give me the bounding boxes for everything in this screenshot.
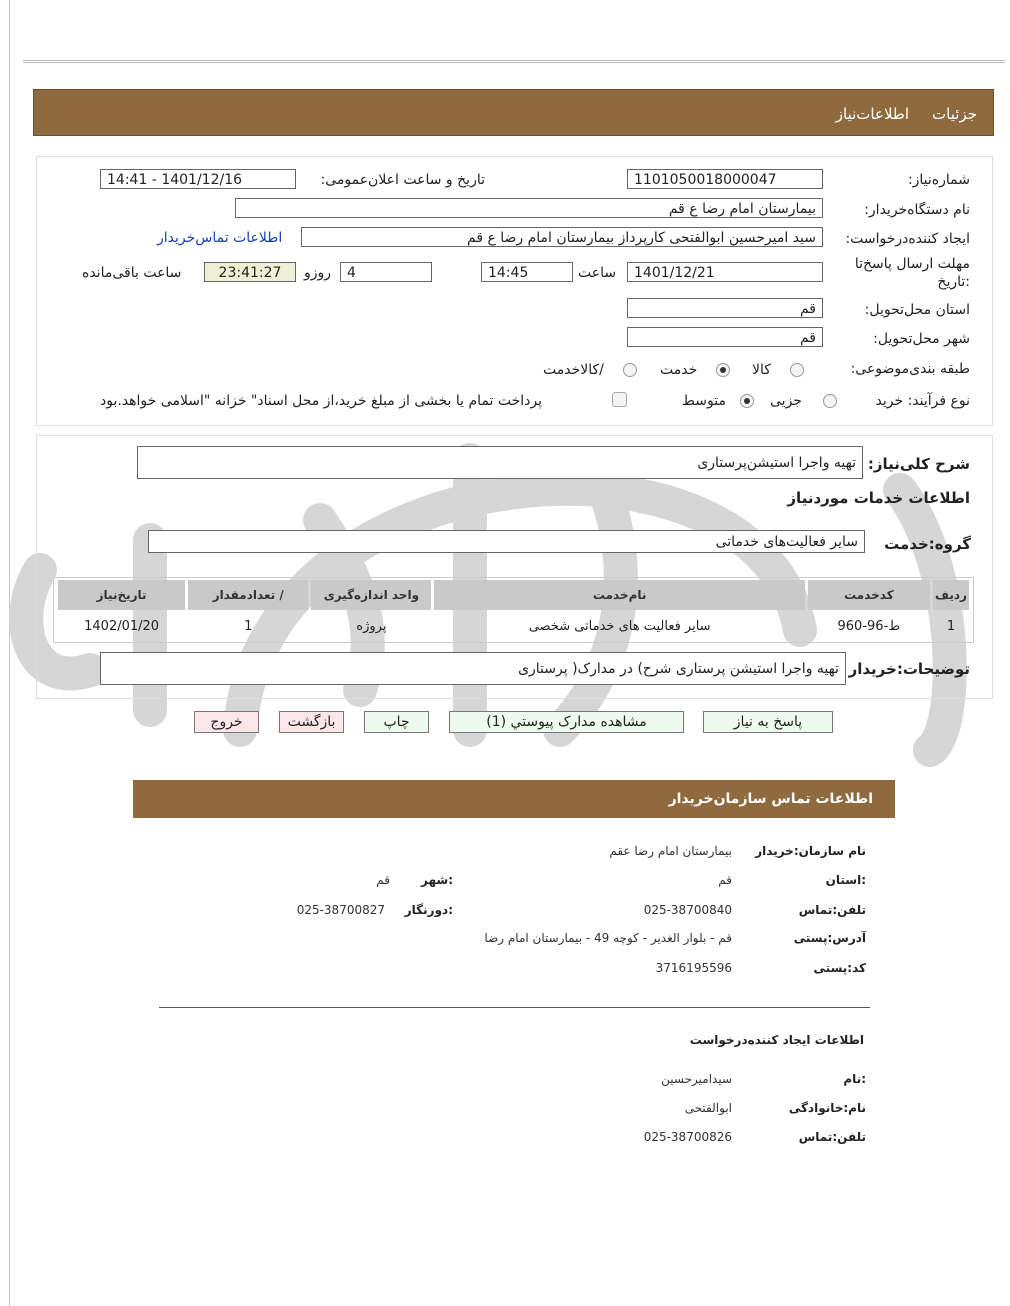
cell-unit: پروژه — [356, 618, 387, 634]
contact-address-value: قم - بلوار الغدیر - کوچه 49 - بیمارستان امام رضا — [484, 931, 732, 945]
process-label: نوع فرآیند: خرید — [875, 393, 970, 409]
creator-phone-label: تلفن:تماس — [798, 1130, 866, 1144]
creator-info-title: اطلاعات ایجاد کننده‌درخواست — [689, 1033, 864, 1047]
province-field: قم — [627, 298, 823, 318]
contact-title: اطلاعات تماس سازمان‌خریدار — [668, 791, 873, 807]
cell-service-name: سایر فعالیت های خدماتی شخصی — [528, 618, 711, 634]
col-service-name: نام‌خدمت — [434, 580, 804, 610]
city-field: قم — [627, 327, 823, 347]
buyer-org-field: بیمارستان امام رضا ع قم — [235, 198, 823, 218]
treasury-payment-note: پرداخت تمام یا بخشی از مبلغ خرید،از محل اسناد" خزانه "اسلامی خواهد.بود — [100, 393, 543, 409]
treasury-payment-checkbox[interactable] — [612, 392, 627, 407]
need-number-label: شماره‌نیاز: — [907, 172, 970, 188]
creator-phone-value: 025-38700826 — [643, 1130, 732, 1144]
contact-fax-label: :دورنگار — [404, 903, 453, 917]
process-medium-label: متوسط — [682, 393, 726, 409]
need-description-label: شرح کلی‌نیاز: — [867, 455, 970, 473]
process-partial-radio[interactable] — [823, 394, 837, 408]
days-label: روزو — [304, 265, 332, 281]
col-service-code: کدخدمت — [808, 580, 930, 610]
cell-service-code: ط-96-960 — [837, 618, 901, 634]
process-medium-radio[interactable] — [740, 394, 754, 408]
contact-postal-value: 3716195596 — [655, 961, 732, 975]
creator-field: سید امیرحسین ابوالفتحی کارپرداز بیمارستان امام رضا ع قم — [301, 227, 823, 247]
contact-city-label: :شهر — [421, 873, 453, 887]
contact-address-label: آدرس:پستی — [793, 931, 866, 945]
creator-name-label: :نام — [843, 1072, 866, 1086]
contact-city-value: قم — [376, 873, 390, 887]
need-info-section — [36, 156, 993, 426]
service-group-field: سایر فعالیت‌های خدماتی — [148, 530, 865, 553]
services-table-header — [58, 580, 969, 610]
contact-org-value: بیمارستان امام رضا عقم — [609, 844, 732, 858]
col-row: ردیف — [933, 580, 969, 610]
contact-divider — [159, 1007, 870, 1008]
view-attachments-button[interactable]: مشاهده مدارک پیوستي (1) — [449, 711, 684, 733]
contact-province-value: قم — [718, 873, 732, 887]
days-field: 4 — [340, 262, 432, 282]
header-bar — [33, 89, 994, 136]
services-title: اطلاعات خدمات موردنیاز — [787, 489, 970, 507]
contact-phone-value: 025-38700840 — [643, 903, 732, 917]
col-need-date: تاریخ‌نیاز — [58, 580, 185, 610]
creator-family-label: نام:خانوادگی — [788, 1101, 866, 1115]
back-button[interactable]: بازگشت — [279, 711, 344, 733]
top-divider — [23, 60, 1005, 63]
cell-row: 1 — [946, 618, 956, 634]
deadline-label: مهلت ارسال پاسخ‌تا — [854, 256, 970, 272]
hour-label: ساعت — [578, 265, 617, 281]
deadline-date-field: 1401/12/21 — [627, 262, 823, 282]
contact-province-label: :استان — [825, 873, 866, 887]
contact-header-bar — [133, 780, 895, 818]
exit-button[interactable]: خروج — [194, 711, 259, 733]
reply-button[interactable]: پاسخ به نیاز — [703, 711, 833, 733]
cell-quantity: 1 — [244, 618, 253, 634]
buyer-contact-link[interactable]: اطلاعات تماس‌خریدار — [157, 230, 283, 246]
city-label: شهر محل‌تحویل: — [873, 331, 970, 347]
category-goods-label: کالا — [752, 362, 771, 378]
buyer-notes-label: توضیحات:خریدار — [848, 660, 970, 678]
contact-fax-value: 025-38700827 — [296, 903, 385, 917]
table-row — [58, 610, 969, 642]
deadline-time-field: 14:45 — [481, 262, 573, 282]
services-table — [55, 580, 972, 642]
category-service-radio[interactable] — [716, 363, 730, 377]
contact-org-label: نام سازمان:خریدار — [755, 844, 866, 858]
category-label: طبقه بندی‌موضوعی: — [850, 361, 970, 377]
deadline-label-2: :تاریخ — [937, 274, 970, 290]
announce-label: تاریخ و ساعت اعلان‌عمومی: — [320, 172, 485, 188]
service-group-label: گروه:خدمت — [884, 535, 971, 553]
buyer-org-label: نام دستگاه‌خریدار: — [864, 202, 970, 218]
need-number-field: 1101050018000047 — [627, 169, 823, 189]
category-service-label: خدمت — [660, 362, 698, 378]
tab-need-info[interactable]: اطلاعات‌نیاز — [835, 105, 909, 123]
print-button[interactable]: چاپ — [364, 711, 429, 733]
process-partial-label: جزیی — [770, 393, 802, 409]
tab-details[interactable]: جزئیات — [932, 105, 977, 123]
col-unit: واحد اندازه‌گیری — [311, 580, 431, 610]
col-quantity: / تعدادمقدار — [188, 580, 308, 610]
announce-field: 1401/12/16 - 14:41 — [100, 169, 296, 189]
category-goods-service-radio[interactable] — [623, 363, 637, 377]
creator-name-value: سیدامیرحسین — [661, 1072, 732, 1086]
creator-family-value: ابوالفتحی — [684, 1101, 732, 1115]
category-goods-radio[interactable] — [790, 363, 804, 377]
category-goods-service-label: /کالاخدمت — [543, 362, 604, 378]
need-description-field: تهیه واجرا استیشن‌پرستاری — [137, 446, 863, 479]
contact-phone-label: تلفن:تماس — [798, 903, 866, 917]
remaining-label: ساعت باقی‌مانده — [82, 265, 182, 281]
remaining-time-field: 23:41:27 — [204, 262, 296, 282]
buyer-notes-field: تهیه واجرا استیشن پرستاری شرح) در مدارک( پرستاری — [100, 652, 846, 685]
cell-need-date: 1402/01/20 — [84, 618, 160, 634]
contact-postal-label: کد:پستی — [813, 961, 866, 975]
creator-label: ایجاد کننده‌درخواست: — [845, 231, 970, 247]
province-label: استان محل‌تحویل: — [864, 302, 970, 318]
